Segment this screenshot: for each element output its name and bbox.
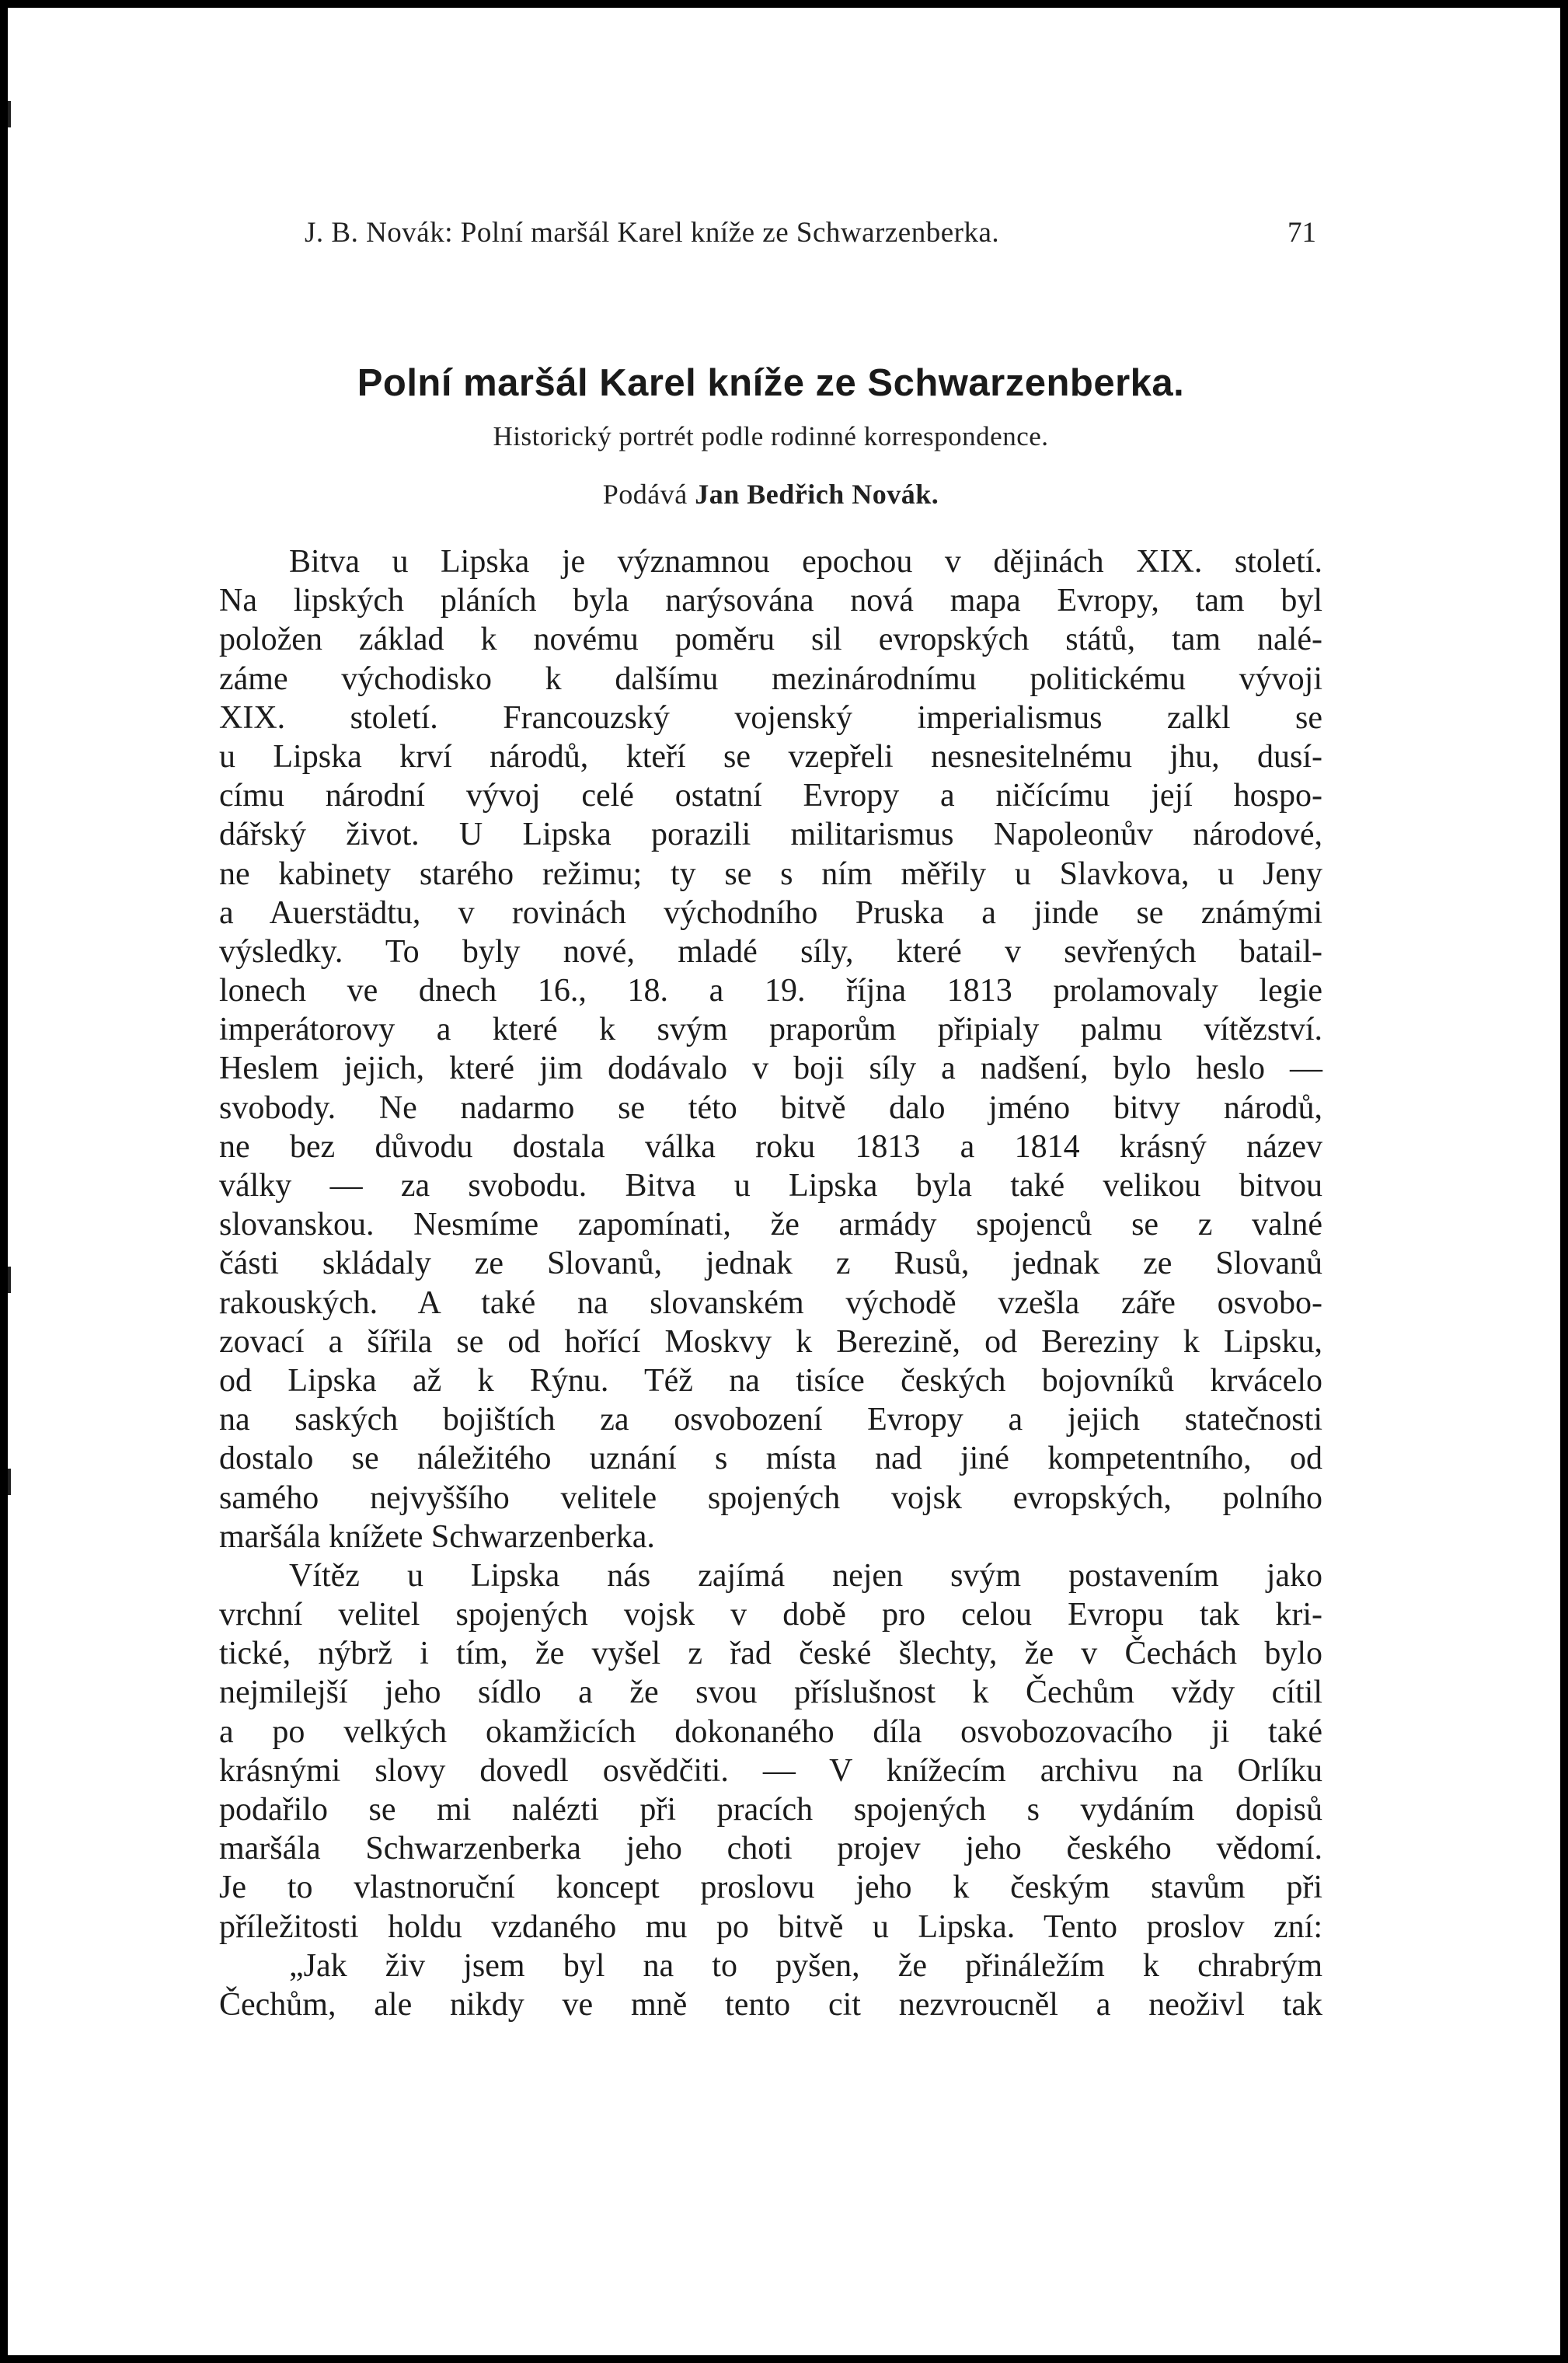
text-line: na saských bojištích za osvobození Evropy a jejich statečnosti — [219, 1402, 1322, 1438]
text-line: dářský život. U Lipska porazili militarismus Napoleonův národové, — [219, 817, 1322, 853]
text-line: samého nejvyššího velitele spojených vojsk evropských, polního — [219, 1479, 1322, 1516]
text-line: dostalo se náležitého uznání s místa nad jiné kompetentního, od — [219, 1441, 1322, 1477]
article-body — [219, 542, 1322, 2024]
text-line: svobody. Ne nadarmo se této bitvě dalo jméno bitvy národů, — [219, 1089, 1322, 1126]
text-line: války — za svobodu. Bitva u Lipska byla také velikou bitvou — [219, 1168, 1322, 1204]
text-line: imperátorovy a které k svým praporům připialy palmu vítězství. — [219, 1012, 1322, 1048]
scan-edge-mark — [8, 1469, 11, 1495]
text-line: záme východisko k dalšímu mezinárodnímu politickému vývoji — [219, 660, 1322, 697]
text-line: od Lipska až k Rýnu. Též na tisíce českých bojovníků krvácelo — [219, 1362, 1322, 1399]
byline-author: Jan Bedřich Novák. — [695, 479, 939, 510]
text-line: Bitva u Lipska je významnou epochou v dějinách XIX. století. — [289, 544, 1322, 580]
text-line: Čechům, ale nikdy ve mně tento cit nezvroucněl a neoživl tak — [219, 1986, 1322, 2023]
text-line: „Jak živ jsem byl na to pyšen, že přináležím k chrabrým — [289, 1947, 1322, 1984]
scan-edge-mark — [8, 101, 11, 127]
text-line: lonech ve dnech 16., 18. a 19. října 1813 prolamovaly legie — [219, 973, 1322, 1009]
text-line: krásnými slovy dovedl osvědčiti. — V knížecím archivu na Orlíku — [219, 1752, 1322, 1789]
article-title: Polní maršál Karel kníže ze Schwarzenberka. — [357, 362, 1185, 404]
text-line: a po velkých okamžicích dokonaného díla osvobozovacího ji také — [219, 1713, 1322, 1750]
text-line: ne bez důvodu dostala válka roku 1813 a 1814 krásný název — [219, 1128, 1322, 1165]
text-line: Na lipských pláních byla narýsována nová mapa Evropy, tam byl — [219, 583, 1322, 619]
article-subtitle: Historický portrét podle rodinné korrespondence. — [493, 421, 1049, 451]
text-line: Je to vlastnoruční koncept proslovu jeho k českým stavům při — [219, 1870, 1322, 1906]
text-line: příležitosti holdu vzdaného mu po bitvě u Lipska. Tento proslov zní: — [219, 1908, 1322, 1945]
running-head — [305, 216, 1316, 255]
text-line: tické, nýbrž i tím, že vyšel z řad české šlechty, že v Čechách bylo — [219, 1636, 1322, 1672]
text-line: výsledky. To byly nové, mladé síly, které v sevřených batail- — [219, 933, 1322, 970]
text-line: maršála Schwarzenberka jeho choti projev jeho českého vědomí. — [219, 1831, 1322, 1867]
text-line: u Lipska krví národů, kteří se vzepřeli nesnesitelnému jhu, dusí- — [219, 738, 1322, 775]
text-line: zovací a šířila se od hořící Moskvy k Berezině, od Bereziny k Lipsku, — [219, 1323, 1322, 1360]
text-line: položen základ k novému poměru sil evropských států, tam nalé- — [219, 622, 1322, 658]
scan-edge-mark — [8, 1267, 11, 1293]
text-line: nejmilejší jeho sídlo a že svou příslušnost k Čechům vždy cítil — [219, 1675, 1322, 1711]
running-head-title: J. B. Novák: Polní maršál Karel kníže ze Schwarzenberka. — [305, 217, 1000, 249]
text-line: Vítěz u Lipska nás zajímá nejen svým postavením jako — [289, 1557, 1322, 1594]
text-line: části skládaly ze Slovanů, jednak z Rusů, jednak ze Slovanů — [219, 1246, 1322, 1282]
text-line: XIX. století. Francouzský vojenský imperialismus zalkl se — [219, 699, 1322, 736]
text-line: a Auerstädtu, v rovinách východního Pruska a jinde se známými — [219, 894, 1322, 931]
page-number: 71 — [1288, 217, 1316, 249]
text-line: ne kabinety starého režimu; ty se s ním měřily u Slavkova, u Jeny — [219, 856, 1322, 892]
text-line: vrchní velitel spojených vojsk v době pro celou Evropu tak kri- — [219, 1597, 1322, 1633]
book-page — [8, 8, 1560, 2355]
text-line: maršála knížete Schwarzenberka. — [219, 1518, 655, 1555]
text-line: címu národní vývoj celé ostatní Evropy a ničícímu její hospo- — [219, 778, 1322, 814]
text-line: rakouských. A také na slovanském východě vzešla záře osvobo- — [219, 1284, 1322, 1321]
byline — [219, 478, 1322, 511]
text-line: slovanskou. Nesmíme zapomínati, že armády spojenců se z valné — [219, 1207, 1322, 1243]
text-line: Heslem jejich, které jim dodávalo v boji síly a nadšení, bylo heslo — — [219, 1051, 1322, 1087]
text-line: podařilo se mi nalézti při pracích spojených s vydáním dopisů — [219, 1792, 1322, 1828]
byline-prefix: Podává — [602, 479, 688, 510]
